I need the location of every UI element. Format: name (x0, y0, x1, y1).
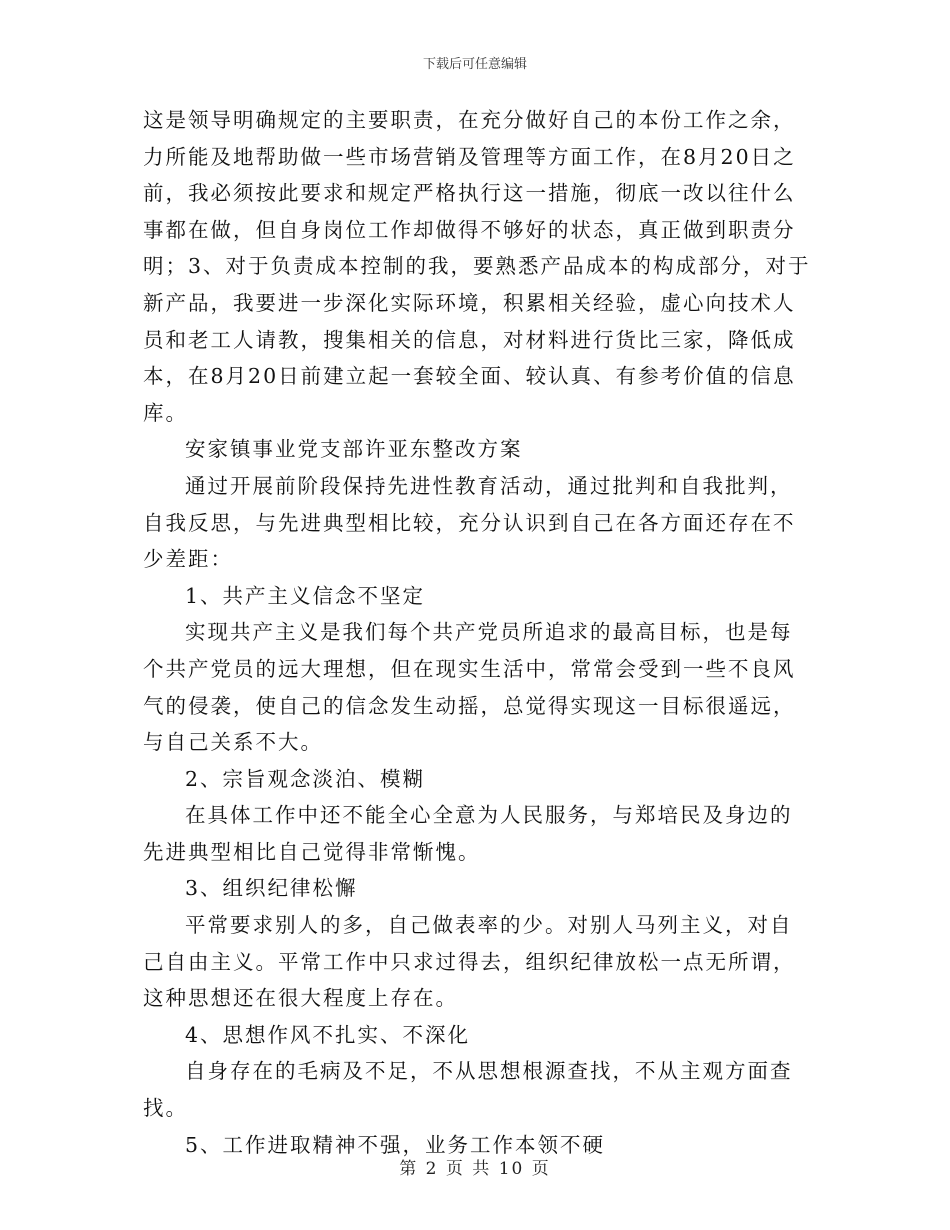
document-body (143, 102, 813, 1163)
page-header-note: 下载后可任意编辑 (422, 57, 527, 72)
paragraph-item-3: 平常要求别人的多，自己做表率的少。对别人马列主义，对自己自由主义。平常工作中只求过得去，组织纪律放松一点无所谓，这种思想还在很大程度上存在。 (143, 913, 796, 1011)
paragraph-responsibilities-continued: 这是领导明确规定的主要职责，在充分做好自己的本份工作之余，力所能及地帮助做一些市场营销及管理等方面工作，在8月20日之前，我必须按此要求和规定严格执行这一措施，彻底一改以往什么事都在做，但自身岗位工作却做得不够好的状态，真正做到职责分明；3、对于负责成本控制的我，要熟悉产品成本的构成部分，对于新产品，我要进一步深化实际环境，积累相关经验，虚心向技术人员和老工人请教，搜集相关的信息，对材料进行货比三家，降低成本，在8月20日前建立起一套较全面、较认真、有参考价值的信息库。 (143, 108, 811, 425)
paragraph-item-1: 实现共产主义是我们每个共产党员所追求的最高目标，也是每个共产党员的远大理想，但在现实生活中，常常会受到一些不良风气的侵袭，使自己的信念发生动摇，总觉得实现这一目标很遥远，与自己关系不大。 (143, 620, 796, 755)
paragraph-item-4: 自身存在的毛病及不足，不从思想根源查找，不从主观方面查找。 (143, 1059, 793, 1121)
section-title-rectification-plan: 安家镇事业党支部许亚东整改方案 (185, 437, 523, 462)
heading-item-2: 2、宗旨观念淡泊、模糊 (185, 766, 426, 791)
heading-item-4: 4、思想作风不扎实、不深化 (185, 1022, 471, 1047)
paragraph-introduction: 通过开展前阶段保持先进性教育活动，通过批判和自我批判，自我反思，与先进典型相比较，充分认识到自己在各方面还存在不少差距： (143, 473, 796, 572)
heading-item-1: 1、共产主义信念不坚定 (185, 583, 426, 608)
heading-item-3: 3、组织纪律松懈 (185, 876, 358, 901)
heading-item-5: 5、工作进取精神不强，业务工作本领不硬 (185, 1132, 606, 1157)
paragraph-item-2: 在具体工作中还不能全心全意为人民服务，与郑培民及身边的先进典型相比自己觉得非常惭愧。 (143, 803, 793, 864)
page-number-footer: 第 2 页 共 10 页 (399, 1159, 551, 1179)
